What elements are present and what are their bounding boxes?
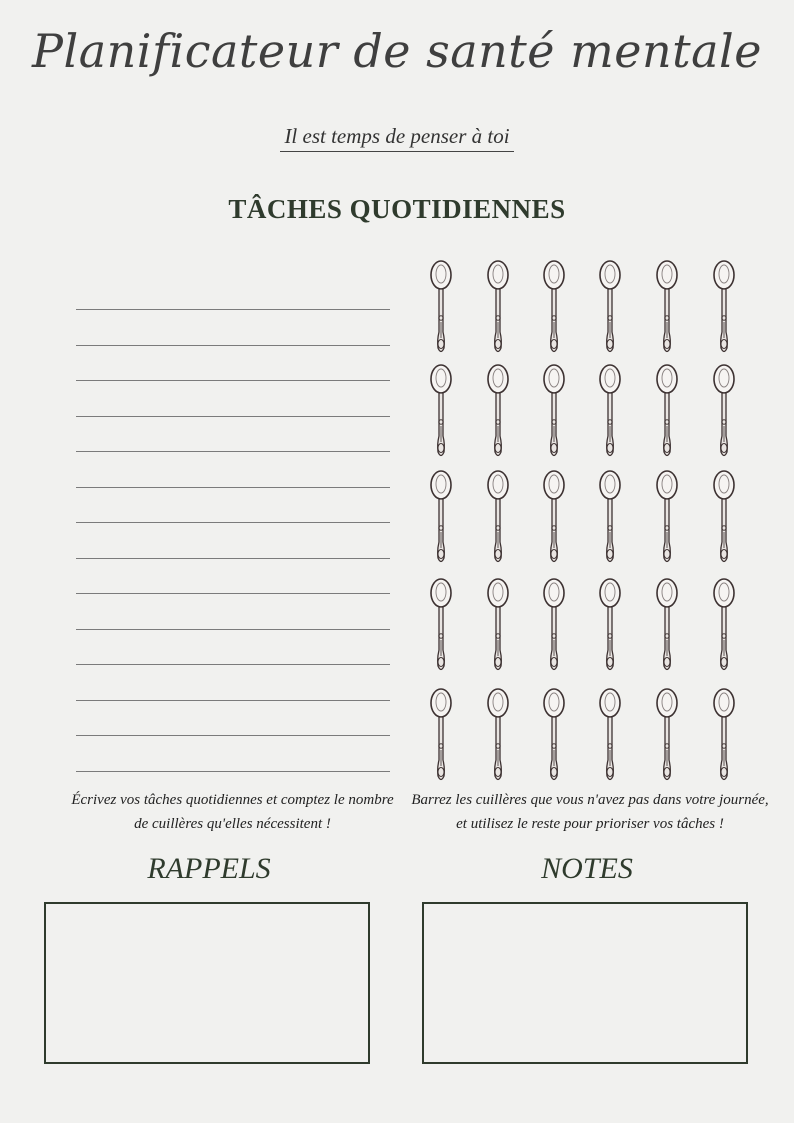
task-line[interactable] bbox=[76, 451, 390, 452]
spoon-icon[interactable] bbox=[598, 470, 622, 566]
spoon-icon[interactable] bbox=[712, 260, 736, 356]
spoon-icon[interactable] bbox=[598, 364, 622, 460]
spoon-icon[interactable] bbox=[486, 578, 510, 674]
task-line[interactable] bbox=[76, 735, 390, 736]
spoon-icon[interactable] bbox=[712, 578, 736, 674]
task-line[interactable] bbox=[76, 593, 390, 594]
spoon-icon[interactable] bbox=[712, 364, 736, 460]
spoon-icon[interactable] bbox=[598, 688, 622, 784]
spoon-icon[interactable] bbox=[542, 260, 566, 356]
spoon-icon[interactable] bbox=[655, 260, 679, 356]
spoon-icon[interactable] bbox=[486, 260, 510, 356]
reminders-heading: RAPPELS bbox=[147, 852, 271, 885]
spoon-icon[interactable] bbox=[486, 688, 510, 784]
spoon-icon[interactable] bbox=[429, 260, 453, 356]
task-line[interactable] bbox=[76, 664, 390, 665]
spoon-icon[interactable] bbox=[655, 688, 679, 784]
spoon-icon[interactable] bbox=[542, 364, 566, 460]
spoon-icon[interactable] bbox=[712, 470, 736, 566]
task-line[interactable] bbox=[76, 345, 390, 346]
spoons-instruction-right: Barrez les cuillères que vous n'avez pas dans votre journée, et utilisez le reste pour prioriser vos tâches ! bbox=[411, 792, 769, 832]
task-line[interactable] bbox=[76, 629, 390, 630]
spoon-icon[interactable] bbox=[429, 470, 453, 566]
spoon-icon[interactable] bbox=[542, 688, 566, 784]
reminders-box[interactable] bbox=[44, 902, 370, 1064]
task-line[interactable] bbox=[76, 380, 390, 381]
spoon-icon[interactable] bbox=[655, 578, 679, 674]
spoon-icon[interactable] bbox=[542, 470, 566, 566]
page-subtitle bbox=[0, 124, 794, 152]
notes-heading: NOTES bbox=[541, 852, 633, 885]
spoon-icon[interactable] bbox=[655, 470, 679, 566]
task-line[interactable] bbox=[76, 700, 390, 701]
spoon-icon[interactable] bbox=[712, 688, 736, 784]
task-line[interactable] bbox=[76, 522, 390, 523]
task-line[interactable] bbox=[76, 309, 390, 310]
spoon-icon[interactable] bbox=[429, 578, 453, 674]
notes-box[interactable] bbox=[422, 902, 748, 1064]
spoon-icon[interactable] bbox=[598, 260, 622, 356]
spoon-icon[interactable] bbox=[598, 578, 622, 674]
tasks-instruction-left: Écrivez vos tâches quotidiennes et comptez le nombre de cuillères qu'elles nécessitent ! bbox=[71, 792, 394, 832]
page-title: Planificateur de santé mentale bbox=[32, 24, 762, 78]
subtitle-text: Il est temps de penser à toi bbox=[280, 124, 513, 152]
task-line[interactable] bbox=[76, 487, 390, 488]
spoon-icon[interactable] bbox=[429, 688, 453, 784]
spoon-icon[interactable] bbox=[429, 364, 453, 460]
task-line[interactable] bbox=[76, 771, 390, 772]
spoon-icon[interactable] bbox=[655, 364, 679, 460]
daily-tasks-heading: TÂCHES QUOTIDIENNES bbox=[228, 194, 566, 224]
task-line[interactable] bbox=[76, 416, 390, 417]
spoon-icon[interactable] bbox=[542, 578, 566, 674]
task-line[interactable] bbox=[76, 558, 390, 559]
spoon-icon[interactable] bbox=[486, 364, 510, 460]
spoon-icon[interactable] bbox=[486, 470, 510, 566]
